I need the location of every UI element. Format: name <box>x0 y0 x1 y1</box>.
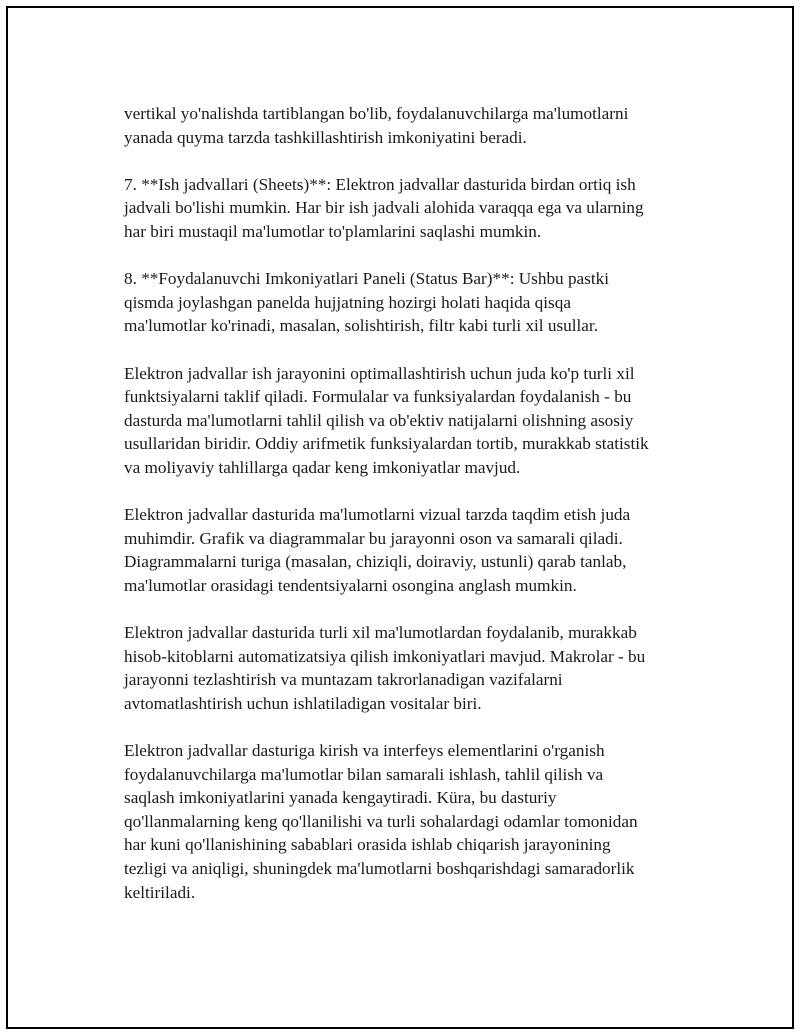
text-line: har kuni qo'llanishining sabablari orasida ishlab chiqarish jarayonining <box>124 835 611 855</box>
text-line: qo'llanmalarning keng qo'llanilishi va turli sohalardagi odamlar tomonidan <box>124 811 638 831</box>
paragraph-sheets <box>124 173 704 244</box>
text-line: saqlash imkoniyatlarini yanada kengaytiradi. Küra, bu dasturiy <box>124 788 557 808</box>
paragraph-automation <box>124 621 704 715</box>
text-line: jadvali bo'lishi mumkin. Har bir ish jadvali alohida varaqqa ega va ularning <box>124 198 644 218</box>
text-line: tezligi va aniqligi, shuningdek ma'lumotlarni boshqarishdagi samaradorlik <box>124 859 635 878</box>
text-line: 7. **Ish jadvallari (Sheets)**: Elektron jadvallar dasturida birdan ortiq ish <box>124 174 636 194</box>
text-line: Diagrammalarni turiga (masalan, chiziqli, doiraviy, ustunli) qarab tanlab, <box>124 552 627 572</box>
text-line: yanada quyma tarzda tashkillashtirish imkoniyatini beradi. <box>124 127 527 147</box>
text-line: usullaridan biridir. Oddiy arifmetik funksiyalardan tortib, murakkab statistik <box>124 434 649 454</box>
text-line: keltiriladi. <box>124 882 196 902</box>
text-line: funktsiyalarni taklif qiladi. Formulalar va funksiyalardan foydalanish - bu <box>124 387 632 407</box>
text-line: Elektron jadvallar dasturida turli xil ma'lumotlardan foydalanib, murakkab <box>124 623 637 643</box>
text-line: avtomatlashtirish uchun ishlatiladigan vositalar biri. <box>124 693 482 713</box>
text-line: ma'lumotlar orasidagi tendentsiyalarni osongina anglash mumkin. <box>124 575 577 595</box>
text-line: Elektron jadvallar dasturiga kirish va interfeys elementlarini o'rganish <box>124 741 605 761</box>
text-line: ma'lumotlar ko'rinadi, masalan, solishtirish, filtr kabi turli xil usullar. <box>124 316 599 336</box>
text-line: vertikal yo'nalishda tartiblangan bo'lib, foydalanuvchilarga ma'lumotlarni <box>124 104 629 123</box>
text-line: har biri mustaqil ma'lumotlar to'plamlarini saqlashi mumkin. <box>124 221 542 241</box>
text-line: jarayonni tezlashtirish va muntazam takrorlanadigan vazifalarni <box>124 670 563 690</box>
text-line: 8. **Foydalanuvchi Imkoniyatlari Paneli (Status Bar)**: Ushbu pastki <box>124 269 610 289</box>
text-line: hisob-kitoblarni automatizatsiya qilish imkoniyatlari mavjud. Makrolar - bu <box>124 646 646 666</box>
page-frame <box>6 6 794 1029</box>
text-line: Elektron jadvallar dasturida ma'lumotlarni vizual tarzda taqdim etish juda <box>124 505 631 525</box>
text-line: qismda joylashgan panelda hujjatning hozirgi holati haqida qisqa <box>124 292 571 312</box>
text-line: Elektron jadvallar ish jarayonini optimallashtirish uchun juda ko'p turli xil <box>124 363 635 383</box>
paragraph-status-bar <box>124 267 704 338</box>
text-line: foydalanuvchilarga ma'lumotlar bilan samarali ishlash, tahlil qilish va <box>124 764 604 784</box>
document-body <box>124 102 704 928</box>
paragraph-conclusion <box>124 739 704 904</box>
text-line: va moliyaviy tahlillarga qadar keng imkoniyatlar mavjud. <box>124 457 521 477</box>
text-line: muhimdir. Grafik va diagrammalar bu jarayonni oson va samarali qiladi. <box>124 528 623 548</box>
paragraph-functions <box>124 362 704 480</box>
paragraph-visualization <box>124 503 704 597</box>
paragraph-1 <box>124 102 704 149</box>
text-line: dasturda ma'lumotlarni tahlil qilish va ob'ektiv natijalarni olishning asosiy <box>124 410 634 430</box>
